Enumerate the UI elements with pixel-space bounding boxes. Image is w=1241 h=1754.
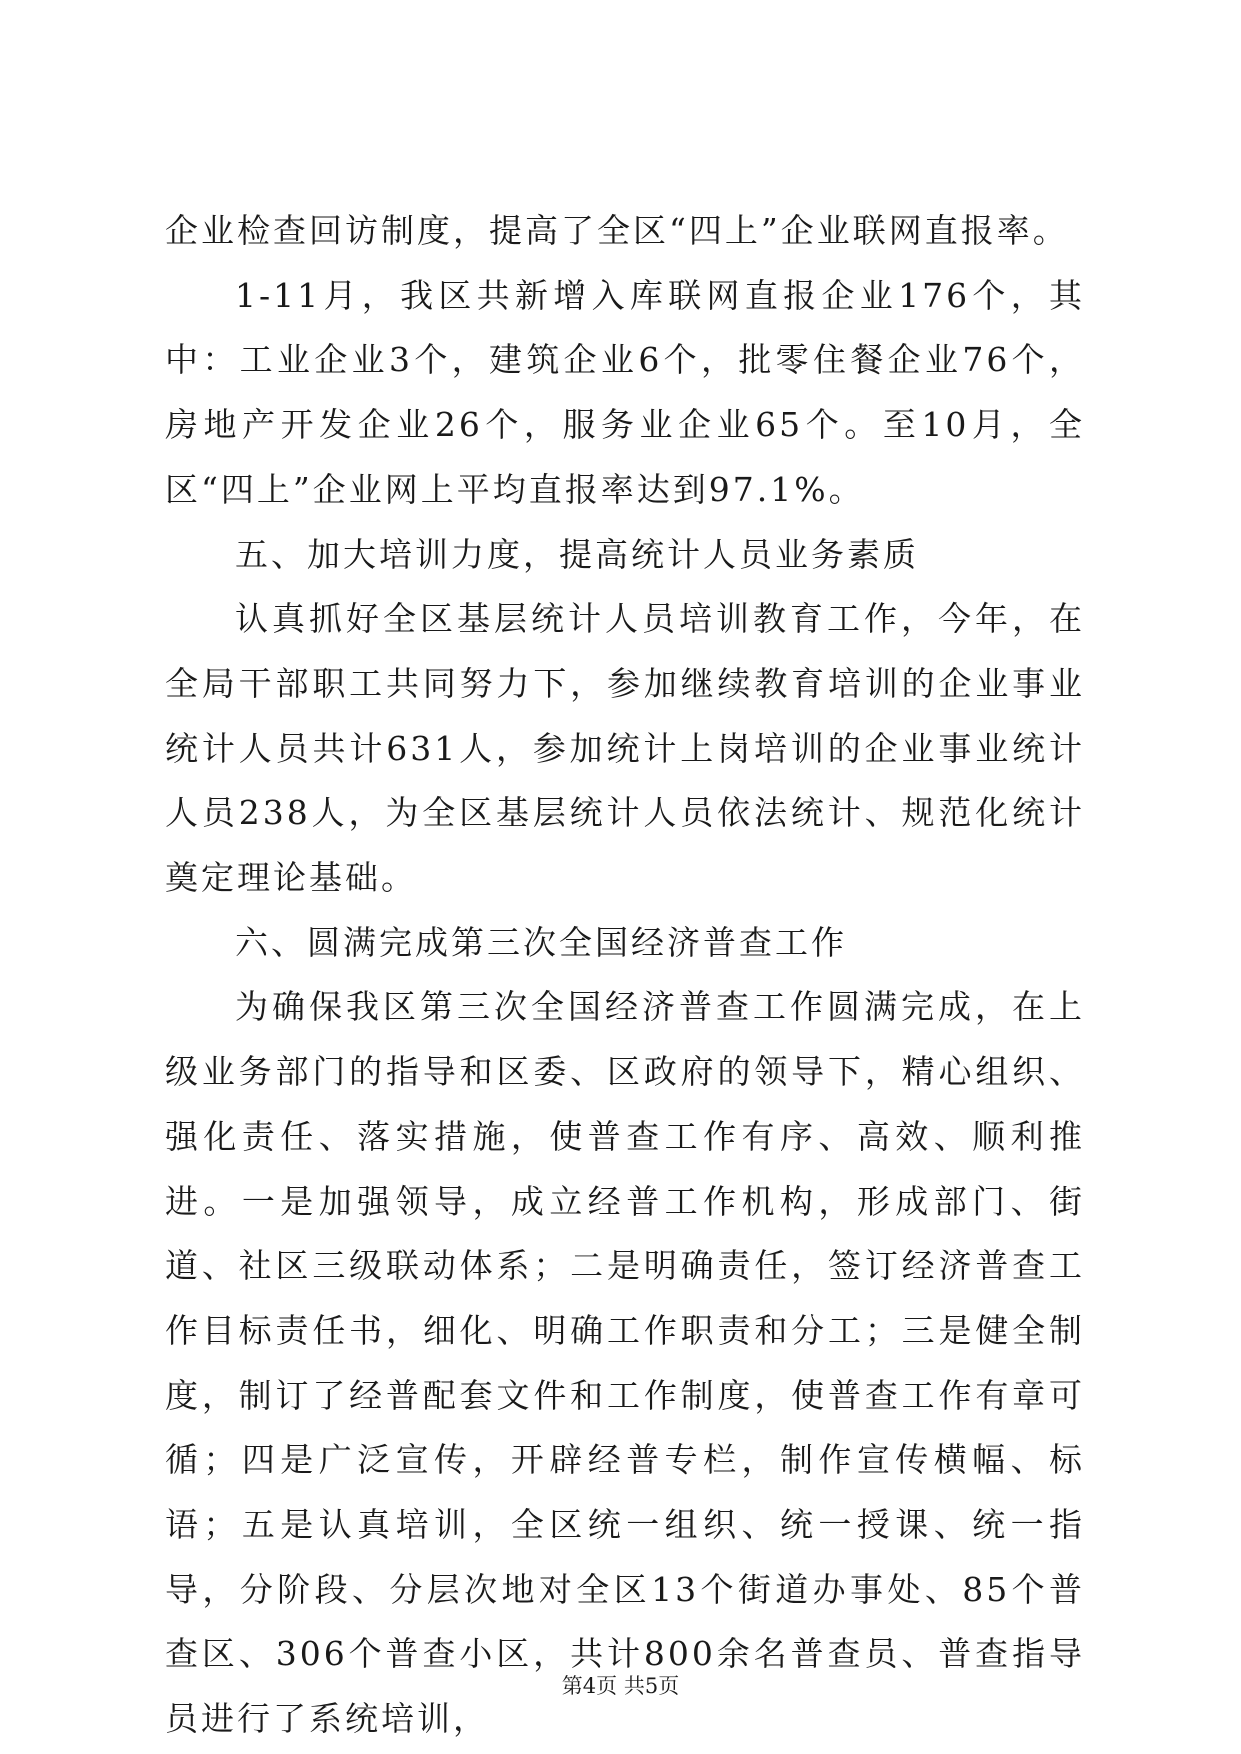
paragraph-new-enterprises: 1-11月，我区共新增入库联网直报企业176个，其中：工业企业3个，建筑企业6个，批零住餐企业76个，房地产开发企业26个，服务业企业65个。至10月，全区“四上”企业网上平均直报率达到97.1%。 [165, 275, 1085, 509]
section-heading-training: 五、加大培训力度，提高统计人员业务素质 [235, 534, 919, 574]
paragraph-census: 为确保我区第三次全国经济普查工作圆满完成，在上级业务部门的指导和区委、区政府的领导下，精心组织、强化责任、落实措施，使普查工作有序、高效、顺利推进。一是加强领导，成立经普工作机构，形成部门、街道、社区三级联动体系；二是明确责任，签订经济普查工作目标责任书，细化、明确工作职责和分工；三是健全制度，制订了经普配套文件和工作制度，使普查工作有章可循；四是广泛宣传，开辟经普专栏，制作宣传横幅、标语；五是认真培训，全区统一组织、统一授课、统一指导，分阶段、分层次地对全区13个街道办事处、85个普查区、306个普查小区，共计800余名普查员、普查指导员进行了系统培训， [165, 987, 1085, 1739]
paragraph-training: 认真抓好全区基层统计人员培训教育工作，今年，在全局干部职工共同努力下，参加继续教育培训的企业事业统计人员共计631人，参加统计上岗培训的企业事业统计人员238人，为全区基层统计人员依法统计、规范化统计奠定理论基础。 [165, 599, 1085, 898]
paragraph-continuation: 企业检查回访制度，提高了全区“四上”企业联网直报率。 [165, 211, 1069, 250]
section-heading-census: 六、圆满完成第三次全国经济普查工作 [235, 922, 847, 962]
document-body [165, 199, 1085, 1752]
page-footer: 第4页 共5页 [561, 1674, 680, 1698]
